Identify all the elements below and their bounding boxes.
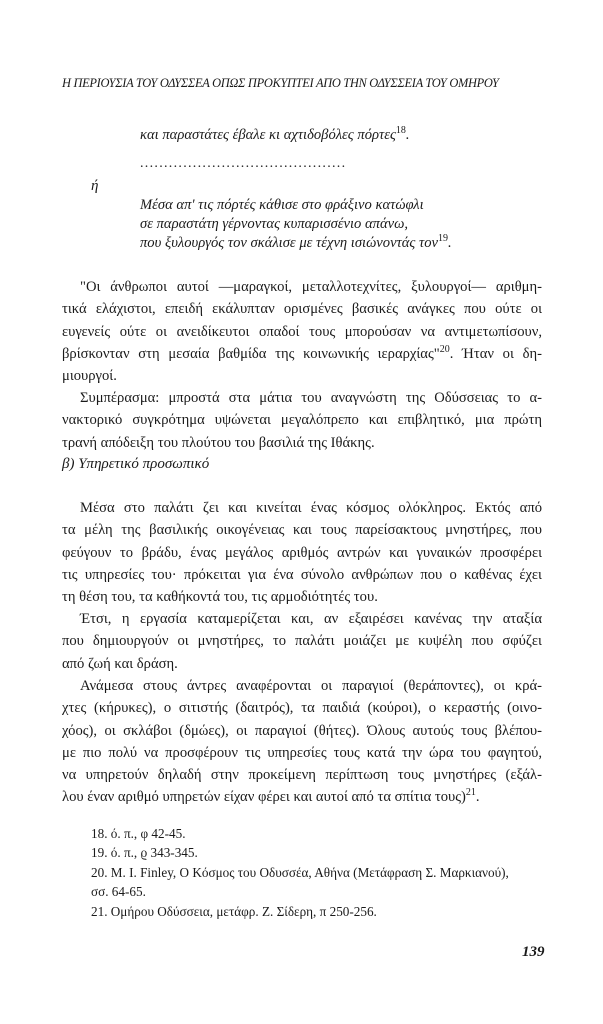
footnote-ref: 19 (438, 233, 448, 245)
verse-quote-1 (140, 126, 410, 145)
verse-line: Μέσα απ' τις πόρτές κάθισε στο φράξινο κατώφλι (140, 197, 424, 213)
text-line-part: . (475, 789, 480, 806)
paragraph-4 (62, 608, 542, 675)
footnotes (91, 824, 551, 921)
footnote: 21. Ομήρου Οδύσσεια, μετάφρ. Ζ. Σίδερη, π 250-256. (91, 903, 377, 919)
paragraph-1 (62, 276, 542, 387)
text-line-part: λου έναν αριθμό υπηρετών είχαν φέρει και αυτοί από τα σπίτια τους) (62, 789, 466, 806)
text-line: από ζωή και δράση. (62, 655, 178, 672)
text-line: νακτορικό συγκρότημα υψώνεται μεγαλόπρεπο και επιβλητικό, μια πρώτη (62, 412, 542, 429)
text-line: φεύγουν το βράδυ, ένας μεγάλος αριθμός αντρών και γυναικών προσφέρει (62, 544, 542, 561)
or-marker: ή (91, 178, 99, 194)
text-line: "Οι άνθρωποι αυτοί —μαραγκοί, μεταλλοτεχνίτες, ξυλουργοί— αριθμη- (80, 279, 542, 295)
ellipsis-dots: ........................................... (140, 156, 347, 171)
section-heading: β) Υπηρετικό προσωπικό (62, 456, 210, 472)
text-line: τικά ελάχιστοι, επειδή εκάλυπταν ορισμένες βασικές ανάγκες που ούτε οι (62, 301, 542, 318)
footnote: 19. ό. π., ϱ 343-345. (91, 845, 198, 861)
footnote-continuation: σσ. 64-65. (91, 884, 146, 900)
text-line: με πιο πολύ να προσφέρουν τις υπηρεσίες τους κατά την ώρα του φαγητού, (62, 744, 542, 761)
text-line: χόος), οι σκλάβοι (δμώες), οι παραγιοί (θήτες). Όλους αυτούς τους βλέπου- (62, 722, 542, 739)
footnote-ref: 18 (395, 125, 406, 137)
text-line: ευγενείς ούτε οι ανειδίκευτοι οπαδοί τους μπορούσαν να αντιμετωπίσουν, (62, 323, 542, 340)
footnote-ref: 20 (439, 344, 450, 356)
text-line: Μέσα στο παλάτι ζει και κινείται ένας κόσμος ολόκληρος. Εκτός από (80, 500, 542, 516)
verse-quote-2 (140, 196, 452, 253)
text-line: τις υπηρεσίες του· πρόκειται για ένα σύνολο ανθρώπων που ο καθένας έχει (62, 566, 542, 583)
text-line (62, 786, 542, 808)
footnote: 18. ό. π., φ 42-45. (91, 826, 186, 841)
running-head: Η ΠΕΡΙΟΥΣΙΑ ΤΟΥ ΟΔΥΣΣΕΑ ΟΠΩΣ ΠΡΟΚΥΠΤΕΙ ΑΠΟ ΤΗΝ ΟΔΥΣΣΕΙΑ ΤΟΥ ΟΜΗΡΟΥ (62, 76, 499, 90)
text-line: χτες (κήρυκες), ο σιτιστής (δαιτρός), τα παιδιά (κούροι), ο κεραστής (οινο- (62, 700, 542, 717)
text-line-part: . Ήταν οι δη- (449, 345, 542, 362)
page-number: 139 (522, 944, 545, 960)
text-line: που δημιουργούν οι μνηστήρες, το παλάτι μοιάζει με κυψέλη που σφύζει (62, 633, 542, 650)
footnote: 20. M. I. Finley, Ο Κόσμος του Οδυσσέα, Αθήνα (Μετάφραση Σ. Μαρκιανού), (91, 864, 509, 880)
verse-line (140, 234, 452, 253)
paragraph-2 (62, 387, 542, 454)
text-line-part: βρίσκονταν στη μεσαία βαθμίδα της κοινωνικής ιεραρχίας" (62, 345, 440, 362)
text-line: να υπηρετούν δηλαδή στην προκείμενη περίπτωση τους μνηστήρες (εξάλ- (62, 767, 542, 784)
text-line: Συμπέρασμα: μπροστά στα μάτια του αναγνώστη της Οδύσσειας το α- (80, 390, 542, 406)
text-line: τρανή απόδειξη του πλούτου του βασιλιά της Ιθάκης. (62, 434, 375, 451)
text-line (62, 343, 542, 365)
verse-end: . (405, 127, 410, 143)
footnote-ref: 21 (465, 787, 476, 799)
verse-line-text: που ξυλουργός τον σκάλισε με τέχνη ισιώνοντάς τον (140, 235, 438, 251)
verse-line: σε παραστάτη γέρνοντας κυπαρισσένιο απάνω, (140, 216, 409, 232)
text-line: τα μέλη της βασιλικής οικογένειας και τους παρείσακτους μνηστήρες, που (62, 522, 542, 539)
paragraph-3 (62, 497, 542, 608)
text-line: Έτσι, η εργασία καταμερίζεται και, αν εξαιρέσει κανένας την αταξία (80, 611, 542, 627)
text-line: μιουργοί. (62, 368, 117, 385)
verse-line: και παραστάτες έβαλε κι αχτιδοβόλες πόρτες (140, 127, 396, 143)
text-line: Ανάμεσα στους άντρες αναφέρονται οι παραγιοί (θεράποντες), οι κρά- (80, 678, 542, 694)
verse-end: . (448, 235, 452, 251)
text-line: τη θέση του, τα καθήκοντά του, τις αρμοδιότητές του. (62, 589, 378, 606)
paragraph-5 (62, 675, 542, 809)
